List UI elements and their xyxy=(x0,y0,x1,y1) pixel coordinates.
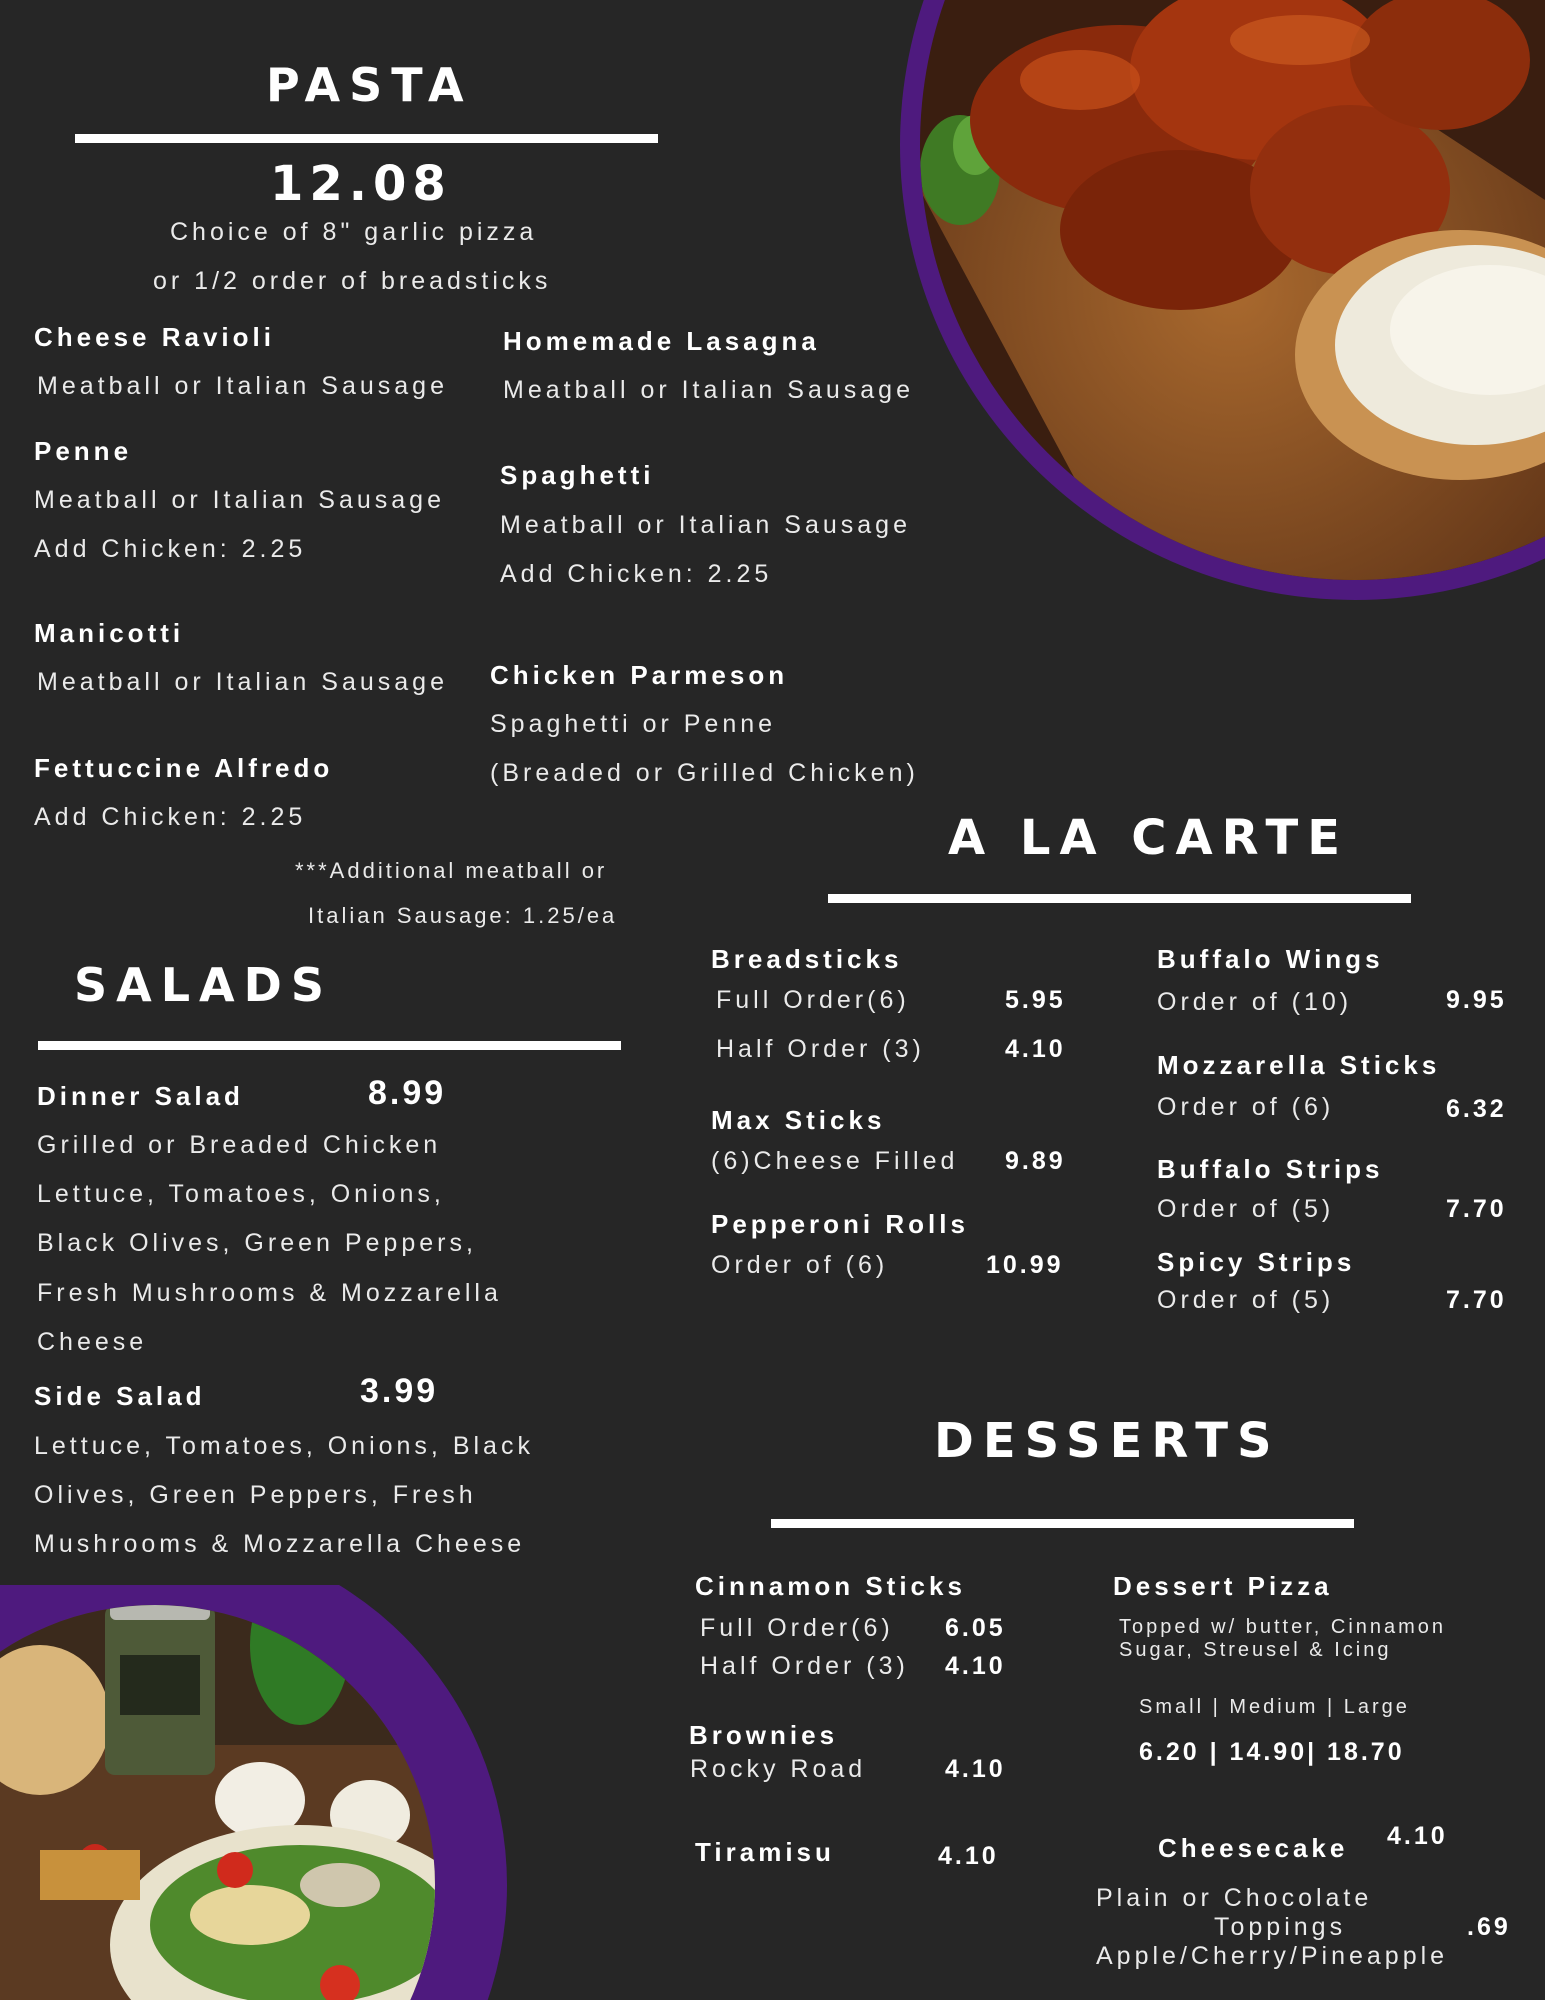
side-salad-line: Mushrooms & Mozzarella Cheese xyxy=(34,1530,526,1558)
buffalo-wings-name: Buffalo Wings xyxy=(1157,944,1384,974)
cheesecake-name: Cheesecake xyxy=(1158,1833,1349,1863)
breadsticks-full: Full Order(6) xyxy=(716,986,910,1014)
manicotti-desc: Meatball or Italian Sausage xyxy=(37,668,448,696)
side-salad-line: Olives, Green Peppers, Fresh xyxy=(34,1481,477,1509)
cinnamon-sticks-name: Cinnamon Sticks xyxy=(695,1571,966,1601)
breadsticks-half-price: 4.10 xyxy=(1005,1035,1066,1063)
side-salad-name: Side Salad xyxy=(34,1381,206,1411)
penne-name: Penne xyxy=(34,436,133,466)
dinner-salad-line: Black Olives, Green Peppers, xyxy=(37,1229,477,1257)
cheesecake-line2: Toppings xyxy=(1214,1913,1347,1941)
brownies-desc: Rocky Road xyxy=(690,1755,867,1783)
cinnamon-half-price: 4.10 xyxy=(945,1652,1006,1680)
tiramisu-price: 4.10 xyxy=(938,1842,999,1870)
cinnamon-full-price: 6.05 xyxy=(945,1614,1006,1642)
buffalo-wings-price: 9.95 xyxy=(1446,986,1507,1014)
pasta-extra-line2: Italian Sausage: 1.25/ea xyxy=(308,903,618,928)
cheesecake-line3: Apple/Cherry/Pineapple xyxy=(1096,1942,1449,1970)
pepperoni-rolls-price: 10.99 xyxy=(986,1251,1064,1279)
breadsticks-half: Half Order (3) xyxy=(716,1035,925,1063)
tiramisu-name: Tiramisu xyxy=(695,1837,835,1867)
cinnamon-half: Half Order (3) xyxy=(700,1652,909,1680)
cheesecake-line1: Plain or Chocolate xyxy=(1096,1884,1373,1912)
homemade-lasagna-name: Homemade Lasagna xyxy=(503,326,820,356)
dinner-salad-line: Lettuce, Tomatoes, Onions, xyxy=(37,1180,445,1208)
breadsticks-name: Breadsticks xyxy=(711,944,903,974)
buffalo-strips-price: 7.70 xyxy=(1446,1195,1507,1223)
dinner-salad-price: 8.99 xyxy=(368,1074,447,1112)
manicotti-name: Manicotti xyxy=(34,618,185,648)
mozzarella-sticks-price: 6.32 xyxy=(1446,1095,1507,1123)
salads-title: SALADS xyxy=(74,958,333,1012)
dessert-pizza-name: Dessert Pizza xyxy=(1113,1571,1333,1601)
dessert-pizza-desc1: Topped w/ butter, Cinnamon xyxy=(1119,1616,1447,1638)
chicken-parmeson-desc2: (Breaded or Grilled Chicken) xyxy=(490,759,919,787)
dessert-pizza-sizes: Small | Medium | Large xyxy=(1139,1696,1410,1718)
brownies-name: Brownies xyxy=(689,1720,839,1750)
dinner-salad-line: Grilled or Breaded Chicken xyxy=(37,1131,442,1159)
desserts-rule xyxy=(771,1519,1354,1528)
dinner-salad-line: Fresh Mushrooms & Mozzarella xyxy=(37,1279,502,1307)
salad-photo xyxy=(0,1585,510,2000)
cheesecake-price: 4.10 xyxy=(1387,1822,1448,1850)
fettuccine-add-chicken: Add Chicken: 2.25 xyxy=(34,803,307,831)
alacarte-rule xyxy=(828,894,1411,903)
spicy-strips-price: 7.70 xyxy=(1446,1286,1507,1314)
chicken-parmeson-name: Chicken Parmeson xyxy=(490,660,789,690)
dinner-salad-line: Cheese xyxy=(37,1328,148,1356)
breadsticks-full-price: 5.95 xyxy=(1005,986,1066,1014)
pasta-note-line2: or 1/2 order of breadsticks xyxy=(153,267,552,295)
dessert-pizza-desc2: Sugar, Streusel & Icing xyxy=(1119,1639,1392,1661)
wings-photo xyxy=(880,0,1545,610)
spaghetti-add-chicken: Add Chicken: 2.25 xyxy=(500,560,773,588)
pasta-note-line1: Choice of 8" garlic pizza xyxy=(170,218,538,246)
side-salad-line: Lettuce, Tomatoes, Onions, Black xyxy=(34,1432,534,1460)
max-sticks-price: 9.89 xyxy=(1005,1147,1066,1175)
penne-add-chicken: Add Chicken: 2.25 xyxy=(34,535,307,563)
cheese-ravioli-name: Cheese Ravioli xyxy=(34,322,275,352)
chicken-parmeson-desc1: Spaghetti or Penne xyxy=(490,710,777,738)
pasta-extra-line1: ***Additional meatball or xyxy=(295,858,608,883)
salads-rule xyxy=(38,1041,621,1050)
buffalo-wings-desc: Order of (10) xyxy=(1157,988,1353,1016)
cinnamon-full: Full Order(6) xyxy=(700,1614,894,1642)
pasta-price: 12.08 xyxy=(270,156,452,212)
pasta-title: PASTA xyxy=(266,58,473,112)
cheesecake-toppings-price: .69 xyxy=(1467,1913,1511,1941)
mozzarella-sticks-desc: Order of (6) xyxy=(1157,1093,1335,1121)
spaghetti-desc: Meatball or Italian Sausage xyxy=(500,511,911,539)
alacarte-title: A LA CARTE xyxy=(948,810,1350,866)
spicy-strips-name: Spicy Strips xyxy=(1157,1247,1356,1277)
dinner-salad-name: Dinner Salad xyxy=(37,1081,244,1111)
desserts-title: DESSERTS xyxy=(934,1413,1281,1469)
pasta-rule xyxy=(75,134,658,143)
pepperoni-rolls-desc: Order of (6) xyxy=(711,1251,889,1279)
penne-desc: Meatball or Italian Sausage xyxy=(34,486,445,514)
cheese-ravioli-desc: Meatball or Italian Sausage xyxy=(37,372,448,400)
brownies-price: 4.10 xyxy=(945,1755,1006,1783)
homemade-lasagna-desc: Meatball or Italian Sausage xyxy=(503,376,914,404)
spicy-strips-desc: Order of (5) xyxy=(1157,1286,1335,1314)
mozzarella-sticks-name: Mozzarella Sticks xyxy=(1157,1050,1441,1080)
max-sticks-desc: (6)Cheese Filled xyxy=(711,1147,959,1175)
dessert-pizza-prices: 6.20 | 14.90| 18.70 xyxy=(1139,1738,1405,1766)
max-sticks-name: Max Sticks xyxy=(711,1105,886,1135)
side-salad-price: 3.99 xyxy=(360,1372,439,1410)
buffalo-strips-desc: Order of (5) xyxy=(1157,1195,1335,1223)
fettuccine-name: Fettuccine Alfredo xyxy=(34,753,334,783)
buffalo-strips-name: Buffalo Strips xyxy=(1157,1154,1384,1184)
spaghetti-name: Spaghetti xyxy=(500,460,655,490)
pepperoni-rolls-name: Pepperoni Rolls xyxy=(711,1209,969,1239)
